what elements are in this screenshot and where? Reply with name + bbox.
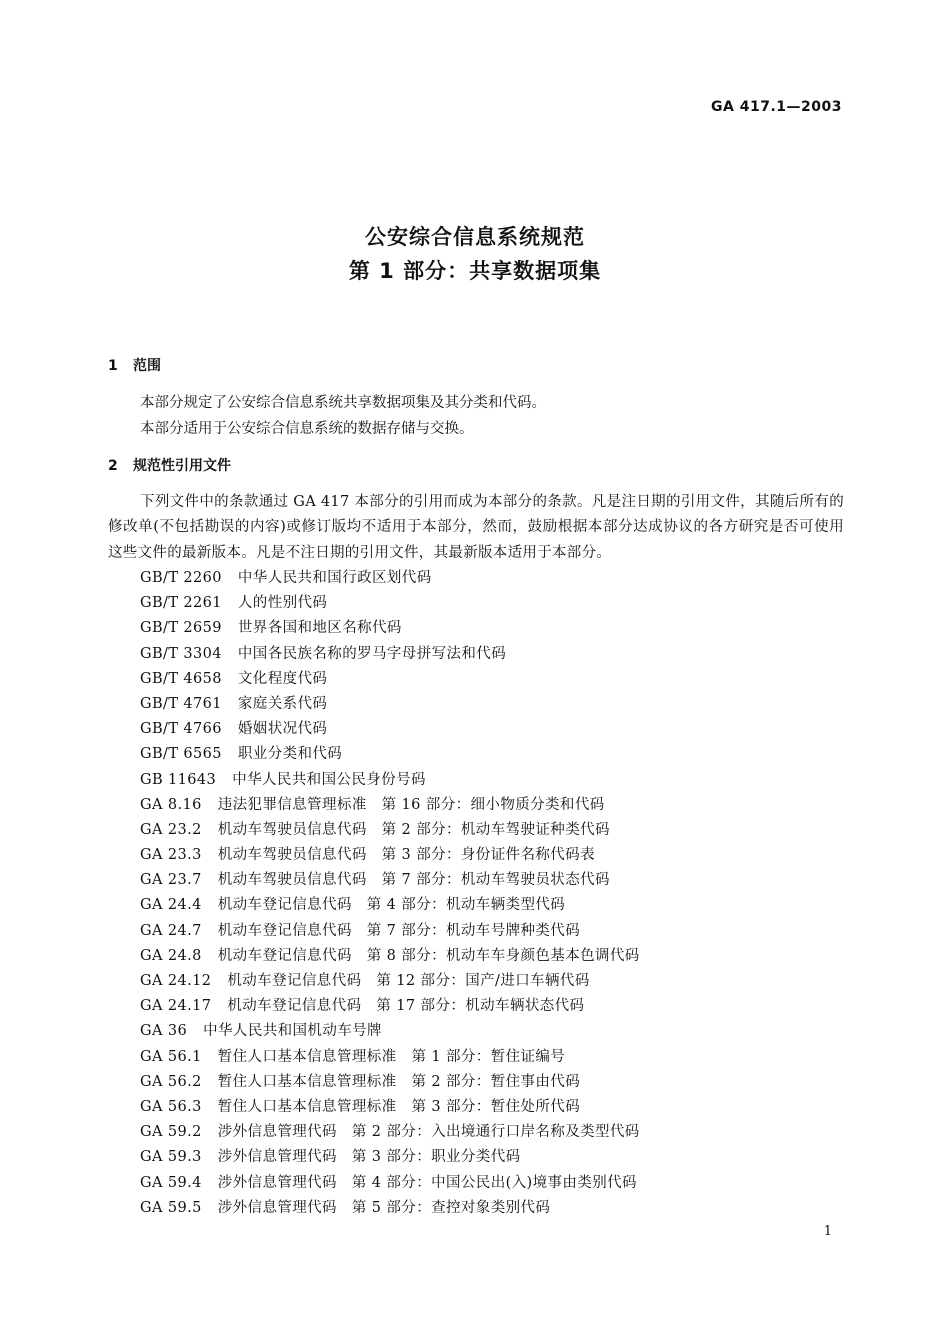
reference-title: 涉外信息管理代码 第 2 部分：入出境通行口岸名称及类型代码 — [217, 1124, 640, 1141]
reference-code: GB/T 4766 — [140, 721, 222, 738]
reference-item — [140, 1196, 640, 1221]
reference-title: 文化程度代码 — [237, 670, 328, 687]
reference-title: 中国各民族名称的罗马字母拼写法和代码 — [237, 645, 507, 662]
reference-item — [140, 1171, 640, 1196]
reference-code: GB/T 4761 — [140, 695, 222, 712]
reference-title: 涉外信息管理代码 第 5 部分：查控对象类别代码 — [217, 1199, 551, 1216]
reference-code: GA 8.16 — [140, 796, 202, 813]
reference-title: 机动车登记信息代码 第 12 部分：国产/进口车辆代码 — [227, 973, 590, 989]
reference-item — [140, 843, 640, 868]
reference-title: 中华人民共和国机动车号牌 — [203, 1023, 382, 1040]
reference-title: 涉外信息管理代码 第 3 部分：职业分类代码 — [217, 1149, 521, 1166]
reference-title: 世界各国和地区名称代码 — [237, 620, 402, 637]
reference-title: 暂住人口基本信息管理标准 第 3 部分：暂住处所代码 — [217, 1098, 581, 1115]
section-1-heading — [108, 355, 161, 375]
section-number: 2 — [108, 458, 118, 474]
reference-code: GA 24.12 — [140, 973, 212, 989]
reference-code: GA 56.1 — [140, 1048, 202, 1065]
reference-code: GA 23.3 — [140, 847, 202, 864]
section-number: 1 — [108, 358, 118, 374]
section-title: 规范性引用文件 — [133, 458, 231, 474]
reference-code: GA 24.8 — [140, 947, 202, 964]
section-title: 范围 — [133, 358, 161, 374]
reference-item — [140, 868, 640, 893]
reference-item — [140, 591, 640, 616]
reference-item — [140, 768, 640, 793]
scope-paragraph: 本部分规定了公安综合信息系统共享数据项集及其分类和代码。 — [140, 395, 546, 411]
reference-title: 中华人民共和国行政区划代码 — [237, 570, 432, 586]
reference-item — [140, 1120, 640, 1145]
reference-title: 机动车登记信息代码 第 8 部分：机动车车身颜色基本色调代码 — [217, 947, 640, 964]
reference-code: GB/T 2261 — [140, 595, 222, 612]
reference-title: 机动车登记信息代码 第 7 部分：机动车号牌种类代码 — [217, 922, 581, 939]
reference-item — [140, 742, 640, 767]
reference-item — [140, 793, 640, 818]
reference-title: 暂住人口基本信息管理标准 第 1 部分：暂住证编号 — [217, 1048, 566, 1065]
reference-item — [140, 667, 640, 692]
reference-title: 婚姻状况代码 — [237, 721, 328, 738]
reference-code: GA 23.7 — [140, 872, 202, 889]
reference-item — [140, 692, 640, 717]
reference-code: GB/T 3304 — [140, 645, 222, 662]
reference-title: 暂住人口基本信息管理标准 第 2 部分：暂住事由代码 — [217, 1073, 581, 1090]
reference-code: GA 24.7 — [140, 922, 202, 939]
reference-item — [140, 616, 640, 641]
reference-item — [140, 717, 640, 742]
reference-code: GB 11643 — [140, 771, 217, 788]
reference-item — [140, 994, 640, 1019]
reference-code: GA 59.3 — [140, 1149, 202, 1166]
reference-code: GA 56.3 — [140, 1098, 202, 1115]
reference-title: 机动车驾驶员信息代码 第 3 部分：身份证件名称代码表 — [217, 847, 595, 864]
reference-item — [140, 1145, 640, 1170]
reference-title: 机动车驾驶员信息代码 第 7 部分：机动车驾驶员状态代码 — [217, 872, 610, 889]
document-code: GA 417.1—2003 — [711, 99, 842, 115]
reference-title: 职业分类和代码 — [237, 746, 343, 763]
reference-code: GA 59.2 — [140, 1124, 202, 1141]
reference-title: 中华人民共和国公民身份号码 — [232, 771, 426, 788]
page-number: 1 — [823, 1224, 832, 1239]
reference-item — [140, 818, 640, 843]
reference-item — [140, 642, 640, 667]
reference-item — [140, 1045, 640, 1070]
reference-list — [140, 566, 640, 1221]
reference-code: GA 59.4 — [140, 1174, 202, 1191]
reference-code: GA 23.2 — [140, 821, 202, 838]
document-subtitle: 第 1 部分：共享数据项集 — [348, 259, 602, 283]
reference-code: GB/T 6565 — [140, 746, 222, 763]
reference-item — [140, 969, 640, 994]
reference-item — [140, 1095, 640, 1120]
reference-title: 机动车登记信息代码 第 17 部分：机动车辆状态代码 — [227, 998, 585, 1015]
reference-title: 涉外信息管理代码 第 4 部分：中国公民出(入)境事由类别代码 — [217, 1174, 637, 1191]
reference-item — [140, 944, 640, 969]
reference-title: 人的性别代码 — [237, 595, 328, 612]
reference-code: GA 59.5 — [140, 1199, 202, 1216]
reference-code: GB/T 2659 — [140, 620, 222, 637]
reference-code: GA 56.2 — [140, 1073, 202, 1090]
reference-item — [140, 919, 640, 944]
reference-code: GB/T 4658 — [140, 670, 222, 687]
reference-item — [140, 893, 640, 918]
reference-code: GA 24.17 — [140, 998, 212, 1015]
reference-title: 机动车登记信息代码 第 4 部分：机动车辆类型代码 — [217, 897, 566, 914]
reference-item — [140, 1070, 640, 1095]
reference-title: 违法犯罪信息管理标准 第 16 部分：细小物质分类和代码 — [217, 796, 605, 813]
reference-item — [140, 566, 640, 591]
reference-title: 家庭关系代码 — [237, 695, 328, 712]
section-2-heading — [108, 455, 231, 475]
reference-code: GB/T 2260 — [140, 570, 222, 586]
reference-item — [140, 1019, 640, 1044]
references-intro-paragraph: 下列文件中的条款通过 GA 417 本部分的引用而成为本部分的条款。凡是注日期的引用文件，其随后所有的修改单(不包括勘误的内容)或修订版均不适用于本部分，然而，鼓励根据本部分达成协议的各方研究是否可使用这些文件的最新版本。凡是不注日期的引用文件，其最新版本适用于本部分。 — [108, 494, 844, 561]
scope-paragraph: 本部分适用于公安综合信息系统的数据存储与交换。 — [140, 421, 474, 437]
reference-title: 机动车驾驶员信息代码 第 2 部分：机动车驾驶证种类代码 — [217, 821, 610, 838]
reference-code: GA 36 — [140, 1023, 188, 1040]
document-title: 公安综合信息系统规范 — [365, 225, 585, 249]
reference-code: GA 24.4 — [140, 897, 202, 914]
